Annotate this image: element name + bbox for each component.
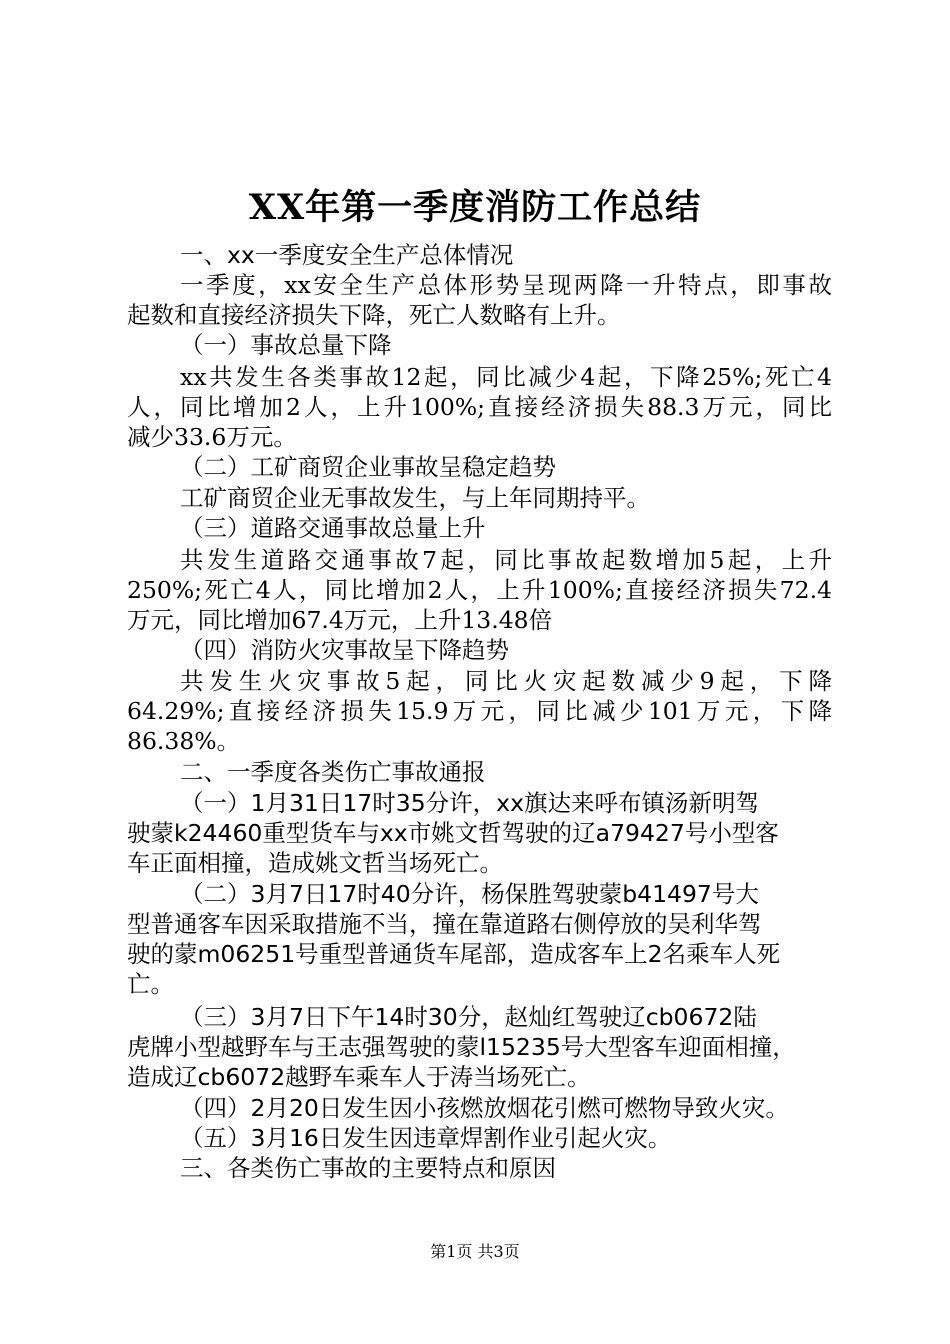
paragraph-line: 起数和直接经济损失下降，死亡人数略有上升。 (127, 301, 621, 329)
paragraph-line: （二）3月7日17时40分许，杨保胜驾驶蒙b41497号大 (180, 880, 759, 908)
paragraph-line: 86.38%。 (127, 727, 241, 755)
paragraph-line: 虎牌小型越野车与王志强驾驶的蒙l15235号大型客车迎面相撞， (127, 1033, 796, 1061)
paragraph-line: 工矿商贸企业无事故发生，与上年同期持平。 (180, 484, 650, 512)
paragraph-line: 亡。 (127, 970, 174, 998)
paragraph-line: 人，同比增加2人，上升100%;直接经济损失88.3万元，同比 (127, 393, 832, 421)
paragraph-line: 64.29%;直接经济损失15.9万元，同比减少101万元，下降 (127, 697, 832, 725)
paragraph-line: 车正面相撞，造成姚文哲当场死亡。 (127, 849, 503, 877)
paragraph-line: 共发生道路交通事故7起，同比事故起数增加5起，上升 (180, 546, 832, 574)
paragraph-line: 造成辽cb6072越野车乘车人于涛当场死亡。 (127, 1063, 591, 1091)
paragraph-line: （四）2月20日发生因小孩燃放烟花引燃可燃物导致火灾。 (180, 1094, 789, 1122)
paragraph-line: 减少33.6万元。 (127, 423, 297, 451)
subsection-heading: （四）消防火灾事故呈下降趋势 (180, 636, 509, 664)
paragraph-line: 驶蒙k24460重型货车与xx市姚文哲驾驶的辽a79427号小型客 (127, 819, 779, 847)
page-footer: 第1页 共3页 (430, 1242, 520, 1261)
subsection-heading: （一）事故总量下降 (180, 331, 392, 359)
paragraph-line: 250%;死亡4人，同比增加2人，上升100%;直接经济损失72.4 (127, 576, 832, 604)
subsection-heading: （三）道路交通事故总量上升 (180, 514, 486, 542)
paragraph-line: 共发生火灾事故5起，同比火灾起数减少9起，下降 (180, 667, 832, 695)
paragraph-line: 万元，同比增加67.4万元，上升13.48倍 (127, 606, 553, 634)
paragraph-line: 驶的蒙m06251号重型普通货车尾部，造成客车上2名乘车人死 (127, 940, 781, 968)
section-heading-3: 三、各类伤亡事故的主要特点和原因 (180, 1154, 556, 1182)
paragraph-line: xx共发生各类事故12起，同比减少4起，下降25%;死亡4 (180, 363, 832, 391)
subsection-heading: （二）工矿商贸企业事故呈稳定趋势 (180, 453, 556, 481)
section-heading-1: 一、xx一季度安全生产总体情况 (180, 241, 514, 269)
paragraph-line: （三）3月7日下午14时30分，赵灿红驾驶辽cb0672陆 (180, 1003, 757, 1031)
document-title: XX年第一季度消防工作总结 (248, 187, 702, 228)
section-heading-2: 二、一季度各类伤亡事故通报 (180, 758, 486, 786)
paragraph-line: 型普通客车因采取措施不当，撞在靠道路右侧停放的吴利华驾 (127, 910, 762, 938)
paragraph-line: 一季度，xx安全生产总体形势呈现两降一升特点，即事故 (180, 271, 832, 299)
paragraph-line: （一）1月31日17时35分许，xx旗达来呼布镇汤新明驾 (180, 789, 759, 817)
paragraph-line: （五）3月16日发生因违章焊割作业引起火灾。 (180, 1124, 672, 1152)
